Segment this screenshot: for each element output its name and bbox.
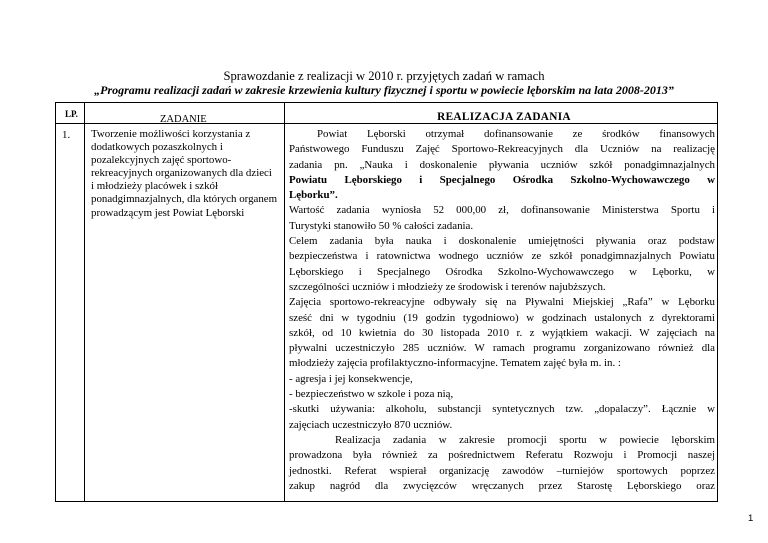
column-divider xyxy=(284,103,285,501)
realization-line: Zajęcia sportowo-rekreacyjne odbywały się na Pływalni Miejskiej „Rafa” w Lęborku xyxy=(289,296,715,309)
column-divider xyxy=(84,103,85,501)
realization-line: Wartość zadania wyniosła 52 000,00 zł, dofinansowanie Ministerstwa Sportu i xyxy=(289,204,715,217)
page-number: 1 xyxy=(748,513,754,524)
realization-line: Lęborskiego i Specjalnego Ośrodka Szkolno-Wychowawczego w Lęborku, w xyxy=(289,265,715,278)
realization-line: jednostki. Referat wspierał organizację zawodów –turniejów sportowych poprzez xyxy=(289,464,715,477)
realization-line: zakup nagród dla zwycięzców wręczanych przez Starostę Lęborskiego oraz xyxy=(289,479,715,492)
column-header-task: ZADANIE xyxy=(160,114,207,125)
realization-line: Powiatu Lęborskiego i Specjalnego Ośrodka Szkolno-Wychowawczego w xyxy=(289,173,715,186)
report-table xyxy=(55,102,718,502)
task-line: ponadgimnazjalnych, dla których organem xyxy=(91,193,278,206)
task-line: i młodzieży placówek i szkół xyxy=(91,180,219,193)
realization-line: Realizacja zadania w zakresie promocji sportu w powiecie lęborskim xyxy=(335,433,715,446)
report-title: Sprawozdanie z realizacji w 2010 r. przyjętych zadań w ramach xyxy=(223,69,545,83)
task-line: prowadzącym jest Powiat Lęborski xyxy=(91,206,245,219)
program-title: „Programu realizacji zadań w zakresie krzewienia kultury fizycznej i sportu w powiecie lęborskim na lata 2008-2013” xyxy=(94,83,674,97)
realization-line: Powiat Lęborski otrzymał dofinansowanie ze środków finansowych xyxy=(317,128,715,140)
task-description xyxy=(91,128,281,220)
realization-line: -skutki używania: alkoholu, substancji syntetycznych tzw. „dopalaczy”. Łącznie w xyxy=(289,403,715,416)
column-header-realization: REALIZACJA ZADANIA xyxy=(437,111,571,123)
realization-line: - agresja i jej konsekwencje, xyxy=(289,372,413,385)
realization-line: bezpieczeństwa i ratownictwa wodnego uczniów ze szkół ponadgimnazjalnych Powiatu xyxy=(289,250,715,263)
realization-line: Celem zadania była nauka i doskonalenie umiejętności pływania oraz podstaw xyxy=(289,235,715,248)
row-number: 1. xyxy=(62,129,71,141)
realization-line: Turystyki stanowiło 50 % całości zadania. xyxy=(289,219,474,232)
realization-line: sześć dni w tygodniu (19 godzin tygodniowo) w godzinach ustalonych z dyrektorami xyxy=(289,311,715,324)
realization-line: młodzieży zajęcia profilaktyczno-informacyjne. Tematem zajęć była m. in. : xyxy=(289,357,621,370)
realization-line: zajęciach uczestniczyło 870 uczniów. xyxy=(289,418,453,431)
realization-line: szkół, od 10 kwietnia do 30 listopada 2010 r. z wyjątkiem wakacji. W zajęciach na xyxy=(289,326,715,339)
task-line: Tworzenie możliwości korzystania z xyxy=(91,128,251,140)
realization-line: Lęborku”. xyxy=(289,189,338,202)
realization-line: pływalni uczestniczyło 285 uczniów. W ramach programu zorganizowano również dla xyxy=(289,342,715,355)
task-line: dodatkowych pozaszkolnych i xyxy=(91,141,223,154)
task-line: pozalekcyjnych zajęć sportowo- xyxy=(91,154,232,167)
realization-line: prowadzona była również za pośrednictwem Referatu Rozwoju i Promocji naszej xyxy=(289,449,715,462)
realization-description xyxy=(289,127,715,494)
realization-line: szczególności uczniów i młodzieży ze środowisk i terenów najubższych. xyxy=(289,280,606,293)
realization-line: Państwowego Funduszu Zajęć Sportowo-Rekreacyjnych dla Uczniów na realizację xyxy=(289,143,715,156)
realization-line: zadania pn. „Nauka i doskonalenie pływania uczniów szkół ponadgimnazjalnych xyxy=(289,158,715,171)
task-line: rekreacyjnych organizowanych dla dzieci xyxy=(91,167,272,180)
realization-line: - bezpieczeństwo w szkole i poza nią, xyxy=(289,388,454,401)
column-header-lp: LP. xyxy=(65,109,78,119)
